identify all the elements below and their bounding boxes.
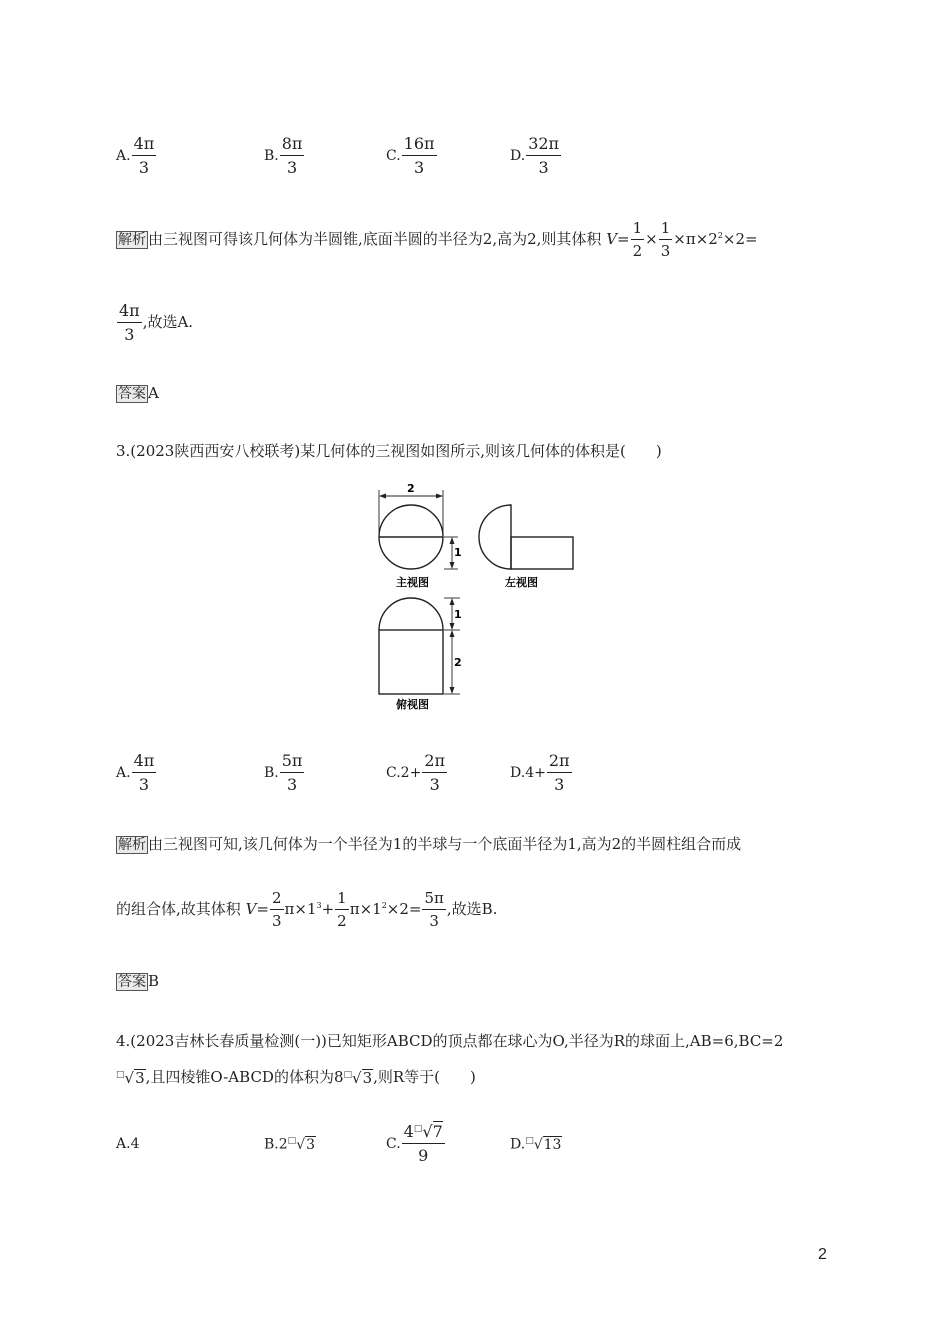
q3-option-c: C.2+ $\frac{2\pi}{3}$ [386,751,446,794]
dim-front-height-label: 1 [454,546,462,559]
q3-analysis-line2: 的组合体,故其体积 V= $\frac{2}{3}$ $\pi\times 1^3+$ $\frac{1}{2}$ $\pi\times 1^2\times 2=$ $\frac{5\pi}{3}$ ,故选B. [116,889,498,930]
q3-answer: 答案 B [118,972,160,990]
q2-analysis: 解析 由三视图可得该几何体为半圆锥,底面半圆的半径为2,高为2,则其体积 V= $\frac{1}{2}$ × $\frac{1}{3}$ $\times\pi\times 2^2\times 2=$ [118,219,758,260]
left-view-label: 左视图 [505,576,538,589]
three-view-diagram [360,478,600,718]
q2-result: $\frac{4\pi}{3}$ ,故选A. [119,301,194,344]
q2-option-c: C. $\frac{16\pi}{3}$ [386,134,435,177]
page-number: 2 [818,1246,827,1263]
q3-analysis-line1: 解析 由三视图可知,该几何体为一个半径为1的半球与一个底面半径为1,高为2的半圆柱组合而成 [118,835,742,853]
q3-option-a: A. $\frac{4\pi}{3}$ [116,751,155,794]
q3-option-d: D.4+ $\frac{2\pi}{3}$ [510,751,570,794]
analysis-tag: 解析 [118,837,146,853]
q4-stem-line1: 4.(2023吉林长春质量检测(一))已知矩形ABCD的顶点都在球心为O,半径为R的球面上,AB=6,BC=2 [116,1032,784,1050]
left-view-semicircle [479,505,511,569]
q3-stem: 3.(2023陕西西安八校联考)某几何体的三视图如图所示,则该几何体的体积是( ) [116,442,662,460]
analysis-tag: 解析 [118,232,146,248]
q4-option-a: A.4 [116,1136,140,1152]
dim-top-h2-label: 2 [454,656,462,669]
dim-top-h1-label: 1 [454,608,462,621]
answer-tag: 答案 [118,386,146,402]
answer-tag: 答案 [118,974,146,990]
front-view-label: 主视图 [396,576,429,589]
q4-option-c: C. $\frac{4^□√7}{9}$ [386,1122,443,1165]
q2-option-b: B. $\frac{8\pi}{3}$ [264,134,303,177]
left-view-rect [511,537,573,569]
dim-width-label: 2 [407,482,415,495]
top-view-label: 俯视图 [396,698,429,711]
top-view-arc [379,598,443,630]
q4-option-b: B.2□√3 [264,1136,316,1153]
q2-option-d: D. $\frac{32\pi}{3}$ [510,134,560,177]
q3-option-b: B. $\frac{5\pi}{3}$ [264,751,303,794]
q4-stem-line2: □√3,且四棱锥O-ABCD的体积为8□√3,则R等于( ) [116,1068,476,1087]
top-view-rect [379,630,443,694]
q2-answer: 答案 A [118,384,159,402]
q2-option-a: A. $\frac{4\pi}{3}$ [116,134,155,177]
q4-option-d: D.□√13 [510,1136,562,1153]
